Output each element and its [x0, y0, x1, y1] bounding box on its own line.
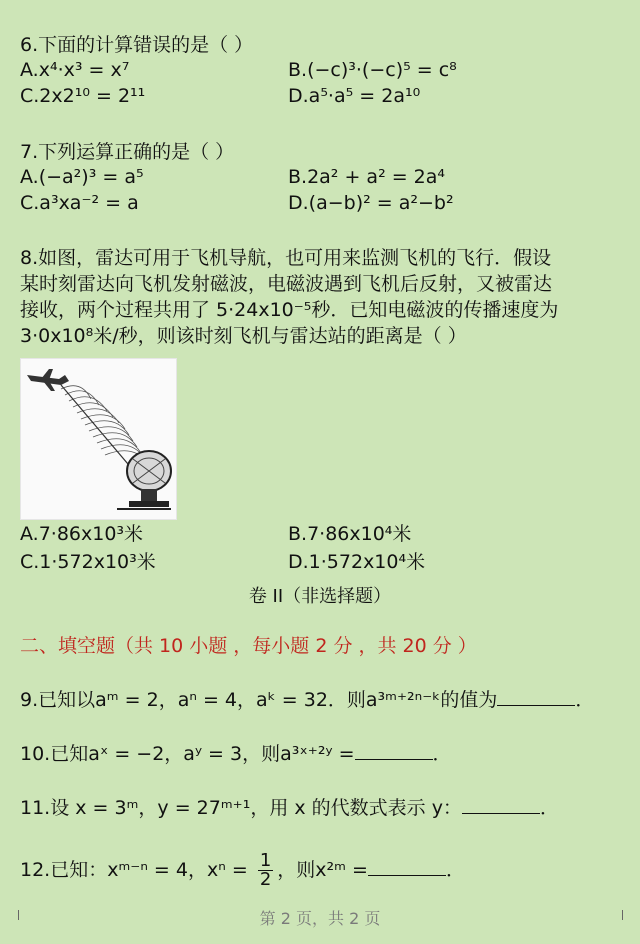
q11-row	[20, 796, 559, 820]
q8-line3: 接收，两个过程共用了 5·24x10⁻⁵秒．已知电磁波的传播速度为	[20, 299, 559, 321]
q7-option-a: A.(−a²)³ = a⁵	[20, 166, 144, 188]
q8-option-a: A.7·86x10³米	[20, 523, 144, 545]
part2-title: 卷 II（非选择题）	[248, 586, 392, 607]
q11-text: 11.设 x = 3ᵐ，y = 27ᵐ⁺¹，用 x 的代数式表示 y：	[20, 797, 462, 819]
corner-mark-left	[8, 910, 19, 920]
q7-option-d: D.(a−b)² = a²−b²	[288, 192, 454, 214]
q7-stem: 7.下列运算正确的是（ ）	[20, 141, 235, 163]
q9-answer-blank[interactable]	[497, 691, 575, 706]
q10-row	[20, 742, 452, 766]
q10-text: 10.已知aˣ = −2，aʸ = 3，则a³ˣ⁺²ʸ =	[20, 743, 355, 765]
q12-fraction-numerator: 1	[259, 850, 272, 871]
q12-answer-blank[interactable]	[368, 861, 446, 876]
section-title: 二、填空题（共 10 小题 ，每小题 2 分 ，共 20 分 ）	[20, 635, 477, 657]
q12-prefix: 12.已知：xᵐ⁻ⁿ = 4，xⁿ =	[20, 859, 254, 881]
radar-wave-icon	[61, 386, 149, 465]
q12-fraction	[258, 852, 273, 889]
q7-option-c: C.a³xa⁻² = a	[20, 192, 139, 214]
q8-line4: 3·0x10⁸米/秒，则该时刻飞机与雷达站的距离是（ ）	[20, 325, 467, 347]
radar-illustration	[21, 359, 176, 519]
q11-answer-blank[interactable]	[462, 799, 540, 814]
q8-line1: 8.如图，雷达可用于飞机导航，也可用来监测飞机的飞行．假设	[20, 247, 552, 269]
radar-figure	[20, 358, 177, 520]
page-footer: 第 2 页，共 2 页	[259, 909, 381, 928]
q7-option-b: B.2a² + a² = 2a⁴	[288, 166, 446, 188]
q6-option-c: C.2x2¹⁰ = 2¹¹	[20, 85, 146, 107]
q9-row	[20, 688, 594, 712]
q8-option-b: B.7·86x10⁴米	[288, 523, 412, 545]
q8-option-c: C.1·572x10³米	[20, 551, 156, 573]
q9-text: 9.已知以aᵐ = 2，aⁿ = 4，aᵏ = 32．则a³ᵐ⁺²ⁿ⁻ᵏ的值为	[20, 689, 498, 711]
q12-tail: ．	[445, 859, 465, 881]
q12-mid: ，则x²ᵐ =	[277, 859, 368, 881]
q6-option-d: D.a⁵·a⁵ = 2a¹⁰	[288, 85, 421, 107]
q12-fraction-denominator: 2	[259, 869, 272, 890]
corner-mark-right	[622, 910, 633, 920]
q6-option-b: B.(−c)³·(−c)⁵ = c⁸	[288, 59, 457, 81]
q9-tail: ．	[575, 689, 595, 711]
q12-row	[20, 848, 465, 892]
q6-option-a: A.x⁴·x³ = x⁷	[20, 59, 130, 81]
q8-option-d: D.1·572x10⁴米	[288, 551, 426, 573]
q8-line2: 某时刻雷达向飞机发射磁波，电磁波遇到飞机后反射，又被雷达	[20, 273, 553, 295]
q11-tail: ．	[539, 797, 559, 819]
q10-answer-blank[interactable]	[355, 745, 433, 760]
q6-stem: 6.下面的计算错误的是（ ）	[20, 34, 254, 56]
q10-tail: ．	[432, 743, 452, 765]
